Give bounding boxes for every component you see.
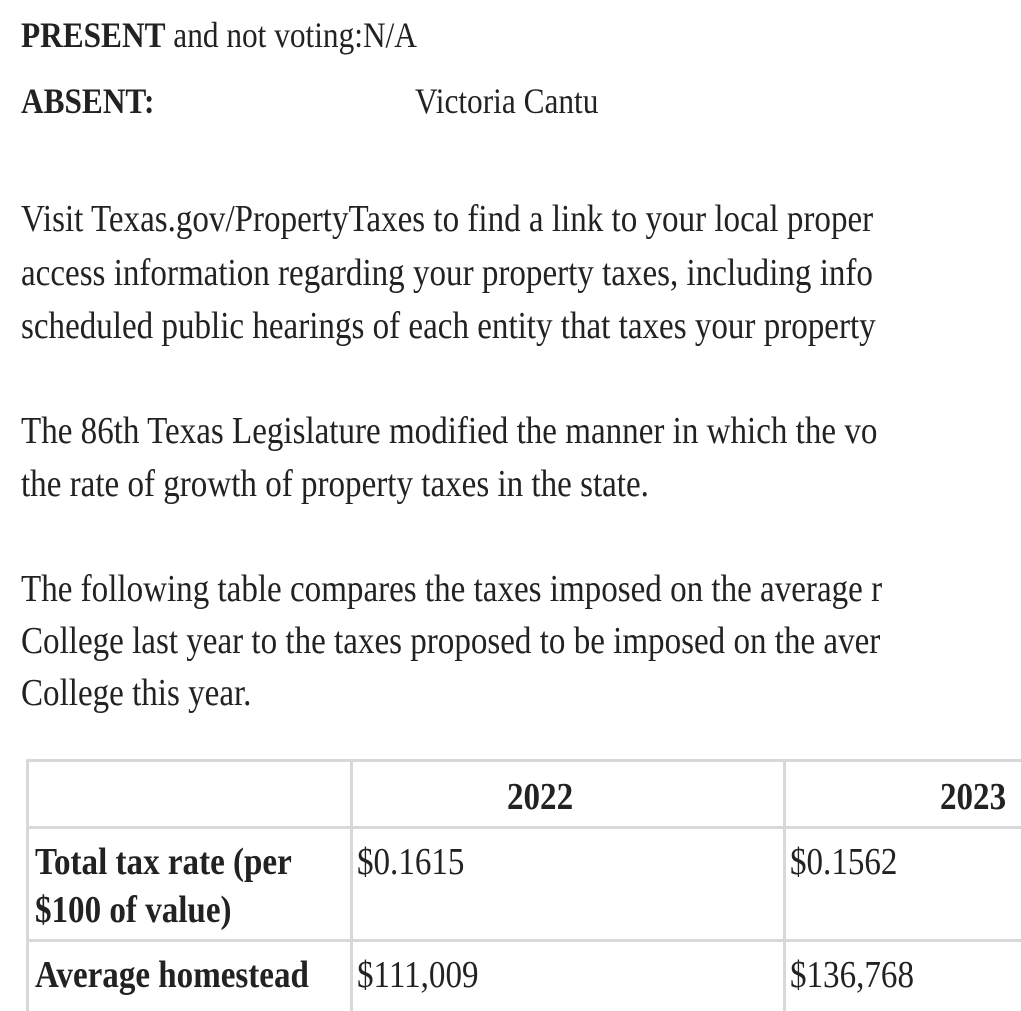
table-cell: $111,009 <box>351 941 784 1011</box>
present-text: and not voting:N/A <box>165 15 417 55</box>
paragraph-line: scheduled public hearings of each entity that taxes your property <box>21 305 876 347</box>
paragraph-line: The following table compares the taxes imposed on the average r <box>21 568 883 610</box>
paragraph-line: access information regarding your property taxes, including info <box>21 252 873 294</box>
absent-name: Victoria Cantu <box>415 81 599 121</box>
table-header-cell: 2022 <box>351 761 784 828</box>
paragraph-line: College this year. <box>21 672 252 714</box>
table-row <box>28 828 1021 941</box>
table-header-cell: 2023 <box>784 761 1021 828</box>
tax-comparison-table <box>26 759 1021 1011</box>
row-label: Average homestead <box>28 941 352 1011</box>
absent-label: ABSENT: <box>21 81 155 121</box>
table-cell: $0.1562 <box>784 828 1021 941</box>
present-line <box>21 17 417 53</box>
paragraph-line: Visit Texas.gov/PropertyTaxes to find a link to your local proper <box>21 198 874 240</box>
table-row <box>28 941 1021 1011</box>
table-header-row <box>28 761 1021 828</box>
table-cell: $0.1615 <box>351 828 784 941</box>
paragraph-line: College last year to the taxes proposed to be imposed on the aver <box>21 620 881 662</box>
paragraph-line: the rate of growth of property taxes in the state. <box>21 463 649 505</box>
present-label: PRESENT <box>21 15 166 55</box>
row-label: Total tax rate (per $100 of value) <box>28 828 352 941</box>
paragraph-line: The 86th Texas Legislature modified the manner in which the vo <box>21 410 878 452</box>
table-header-cell <box>28 761 352 828</box>
table-cell: $136,768 <box>784 941 1021 1011</box>
